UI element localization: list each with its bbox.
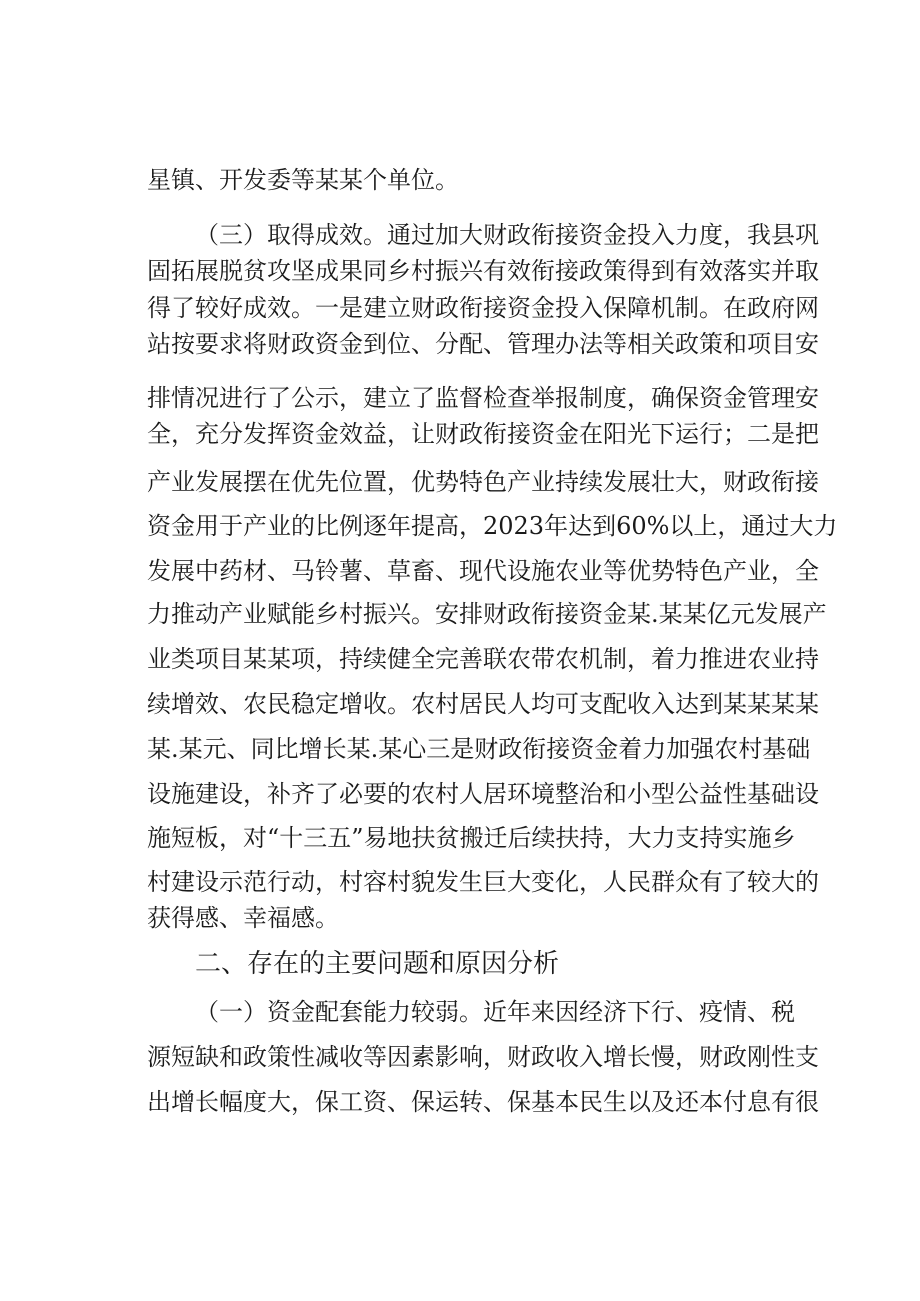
- paragraph-line: 发展中药材、马铃薯、草畜、现代设施农业等优势特色产业，全: [147, 557, 819, 585]
- paragraph-line: 力推动产业赋能乡村振兴。安排财政衔接资金某.某某亿元发展产: [147, 600, 827, 628]
- paragraph-line: 设施建设，补齐了必要的农村人居环境整治和小型公益性基础设: [147, 780, 819, 808]
- paragraph-line: 站按要求将财政资金到位、分配、管理办法等相关政策和项目安: [147, 330, 819, 358]
- paragraph-line: 得了较好成效。一是建立财政衔接资金投入保障机制。在政府网: [147, 294, 819, 322]
- paragraph-line: 排情况进行了公示，建立了监督检查举报制度，确保资金管理安: [147, 384, 819, 412]
- paragraph-line: 产业发展摆在优先位置，优势特色产业持续发展壮大，财政衔接: [147, 468, 819, 496]
- paragraph-line: 业类项目某某项，持续健全完善联农带农机制，着力推进农业持: [147, 645, 819, 673]
- paragraph-line: 源短缺和政策性减收等因素影响，财政收入增长慢，财政刚性支: [147, 1043, 819, 1071]
- paragraph-line: 出增长幅度大，保工资、保运转、保基本民生以及还本付息有很: [147, 1088, 819, 1116]
- paragraph-line: （三）取得成效。通过加大财政衔接资金投入力度，我县巩: [195, 221, 819, 249]
- paragraph-line: 施短板，对“十三五”易地扶贫搬迁后续扶持，大力支持实施乡: [147, 824, 796, 852]
- paragraph-line: 固拓展脱贫攻坚成果同乡村振兴有效衔接政策得到有效落实并取: [147, 257, 819, 285]
- paragraph-line: （一）资金配套能力较弱。近年来因经济下行、疫情、税: [195, 998, 795, 1026]
- paragraph-line: 获得感、幸福感。: [147, 904, 339, 932]
- paragraph-line: 某.某元、同比增长某.某心三是财政衔接资金着力加强农村基础: [147, 735, 811, 763]
- paragraph-line: 资金用于产业的比例逐年提高，2023年达到60%以上，通过大力: [147, 512, 838, 540]
- paragraph-line: 星镇、开发委等某某个单位。: [147, 166, 459, 194]
- paragraph-line: 村建设示范行动，村容村貌发生巨大变化，人民群众有了较大的: [147, 868, 819, 896]
- paragraph-line: 全，充分发挥资金效益，让财政衔接资金在阳光下运行；二是把: [147, 420, 819, 448]
- paragraph-line: 续增效、农民稳定增收。农村居民人均可支配收入达到某某某某: [147, 690, 819, 718]
- section-heading: 二、存在的主要问题和原因分析: [195, 949, 560, 979]
